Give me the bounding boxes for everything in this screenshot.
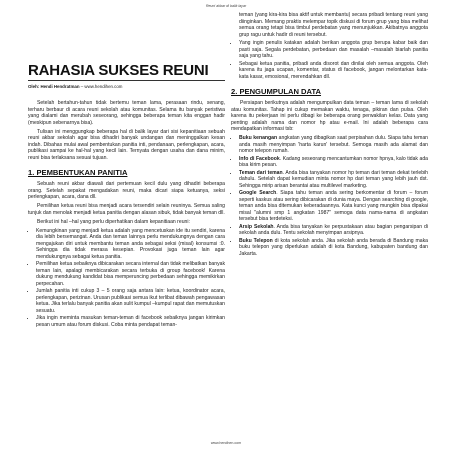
- article-title: RAHASIA SUKSES REUNI: [28, 62, 209, 79]
- bullet-term: Teman dari teman: [239, 169, 283, 176]
- list-item: • Yang ingin penulis katakan adalah berikan anggota grup berupa kabar baik dan pasti saja. Segala perdebatan, perbedaan dan masalah –masalah biarlah panitia saja yang tahu.: [239, 40, 428, 60]
- list-item: • Kemungkinan yang menjadi ketua adalah yang mencetuskan ide itu sendiri, karena dia lebih bersemangat. Anda dan teman lainnya perlu mendukungnya dengan cara mengajukan diri untuk membantu teman anda sebagai seksi (misal) konsumsi :0. Sehingga dia tidak merasa kesepian. Provokasi juga teman lain agar mendukungnya sebagai ketua panitia.: [36, 228, 225, 261]
- bullet-text: . Anda bisa tanyakan ke perpustakaan atau bagian pengarsipan di sekolah anda dulu. Tentu sekolah menyimpan arsipnya.: [239, 223, 428, 236]
- list-item: [239, 190, 428, 223]
- list-item: • Sebagai ketua panitia, pribadi anda disorot dan dinilai oleh semua anggota. Oleh karena itu jaga ucapan, komentar, status di facebook, jangan melontarkan kata-kata kasar, emosional, merendahkan dll.: [239, 61, 428, 81]
- bullet-text: . Anda bisa tanyakan nomor hp teman dari teman dekat terlebih dahulu. Setelah dapat kemudian minta nomor hp dari teman yang lebih jauh dst. Sehingga mirip arisan berantai atau multilevel marketing.: [239, 169, 429, 189]
- list-item: teman (yang kira-kira bisa aktif untuk membantu) secara pribadi tentang reuni yang diinginkan. Memang praktis melempar topik diskusi di forum grup yang bisa melihat semua orang tetapi bisa timbul perdebatan yang menunjukkan. Akibatnya anggota grup ragu untuk hadir di reuni tersebut.: [239, 12, 428, 38]
- list-item: [239, 224, 428, 237]
- byline-site: – www.hendihen.com: [79, 84, 123, 89]
- section1-paragraph-2: Pemilihan ketua reuni bisa menjadi acara tersendiri selain reuninya. Semua saling tunjuk dan menolak menjadi ketua panitia dengan alasan sibuk, tidak banyak teman dll.: [28, 203, 225, 216]
- list-item: [239, 170, 428, 190]
- continued-bullet-list: [231, 12, 428, 38]
- section1-paragraph-1: Sebuah reuni akbar diawali dari pertemuan kecil dulu yang dihadiri beberapa orang. Setelah sepakat mengadakan reuni, maka dicari siapa ketuanya, seksi perlengkapan, acara, dana dll.: [28, 181, 225, 200]
- section2-bullet-list: [231, 135, 428, 257]
- page-footer: www.hendhen.com: [210, 441, 242, 445]
- section2-heading: 2. PENGUMPULAN DATA: [231, 87, 322, 96]
- bullet-text: di kota sekolah anda. Jika sekolah anda berada di Bandung maka buku telepon yang diperlukan adalah di kota Bandung, kabupaten bandung dan Jakarta.: [239, 237, 428, 257]
- byline-author: Hendi Hendratman: [40, 84, 80, 89]
- running-head: Reuni akbar di balik layar: [205, 4, 247, 8]
- bullet-text: angkatan yang dibagikan saat perpisahan dulu. Siapa tahu teman anda masih menyimpan 'harta karun' tersebut. Semoga masih ada alamat dan nomor telepon rumah.: [239, 135, 428, 154]
- list-item: • Jika ingin meminta masukan teman-teman di facebook sebaiknya jangan kirimkan pesan umum atau forum diskusi. Coba minta pendapat teman-: [36, 315, 225, 328]
- bullet-term: Google Search: [239, 190, 277, 196]
- bullet-term: Info di Facebook: [239, 155, 280, 162]
- section1-paragraph-3: Berikut ini hal –hal yang perlu diperhatikan dalam kepanitiaan reuni:: [37, 218, 190, 225]
- list-item: [239, 135, 428, 155]
- byline-label: Oleh:: [28, 84, 40, 89]
- title-rule: [28, 80, 225, 81]
- section1-heading: 1. PEMBENTUKAN PANITIA: [28, 168, 128, 177]
- bullet-text: . Kadang seseorang mencantumkan nomor hpnya, kalo tidak ada bisa kirim pesan.: [239, 155, 428, 168]
- list-item: [239, 238, 428, 258]
- bullet-term: Buku Telepon: [239, 237, 273, 244]
- left-column: [28, 12, 225, 330]
- list-item: • Pemilihan ketua sebaiknya dibicarakan secara internal dan tidak melibatkan banyak teman lain, apalagi membicarakan secara terbuka di group facebook! Karena dukung mendukung kandidat bisa memperuncing perbedaan sehingga memikirkan perpecahan.: [36, 261, 225, 287]
- bullet-text: . Siapa tahu teman anda sering berkomentar di forum – forum seperti kaskus atau sering dibicarakan di dunia maya. Dengan searching di google, teman anda bisa ditemukan keberadaannya. Kata kunci yang mungkin bisa dipakai misal "alumni smp 1 angkatan 1987" semoga data nama-nama di angkatan tersebut bisa terdeteksi.: [239, 190, 428, 222]
- bullet-term: Buku kenangan: [239, 135, 278, 141]
- intro-paragraph-2: Tulisan ini menggungkap beberapa hal di balik layar dari sisi kepanitiaan sebuah reuni akbar sekolah agar bisa dihadiri banyak undangan dan meninggalkan kesan indah. Dibahas mulai awal pembentukan panitia inti, pendanaan, perlengkapan, acara, publikasi sampai ke hal-hal yang kecil lain. Ternyata dengan usaha dan dana minim, reuni bisa terlaksana sesuai tujuan.: [28, 128, 225, 161]
- right-column: [231, 12, 428, 259]
- section1-bullet-list-continued: [231, 40, 428, 80]
- list-item: [239, 156, 428, 169]
- list-item: • Jumlah panitia inti cukup 3 – 5 orang saja antara lain: ketua, koordinator acara, perlengkapan, perizinan. Urusan publikasi semua ikut terlibat dibawah pengawasan ketua. Jika terlalu banyak panitia akan sulit kumpul –kumpul rapat dan memutuskan sesuatu.: [36, 288, 225, 314]
- intro-paragraph-1: Setelah bertahun-tahun tidak bertemu teman lama, perasaan rindu, senang, terharu berbaur di acara reuni sekolah atau komunitas. Selama itu banyak peristiwa yang dialami dan merubah seseorang, sehingga beberapa teman kita enggan hadir (meskipun sebenarnya bisa).: [28, 100, 225, 126]
- section2-paragraph-1: Persiapan berikutnya adalah mengumpulkan data teman – teman lama di sekolah atau komunitas. Tahap ini cukup memakan waktu, tenaga, pikiran dan pulsa. Oleh karena itu pekerjaan ini perlu dibagi ke beberapa orang perwakilan kelas. Data yang penting adalah nama dan nomor hp atau e-mail. Ini adalah beberapa cara mendapatkan informasi tsb:: [231, 100, 428, 132]
- section1-bullet-list: [28, 228, 225, 329]
- bullet-term: Arsip Sekolah: [239, 223, 274, 230]
- byline: [28, 84, 225, 90]
